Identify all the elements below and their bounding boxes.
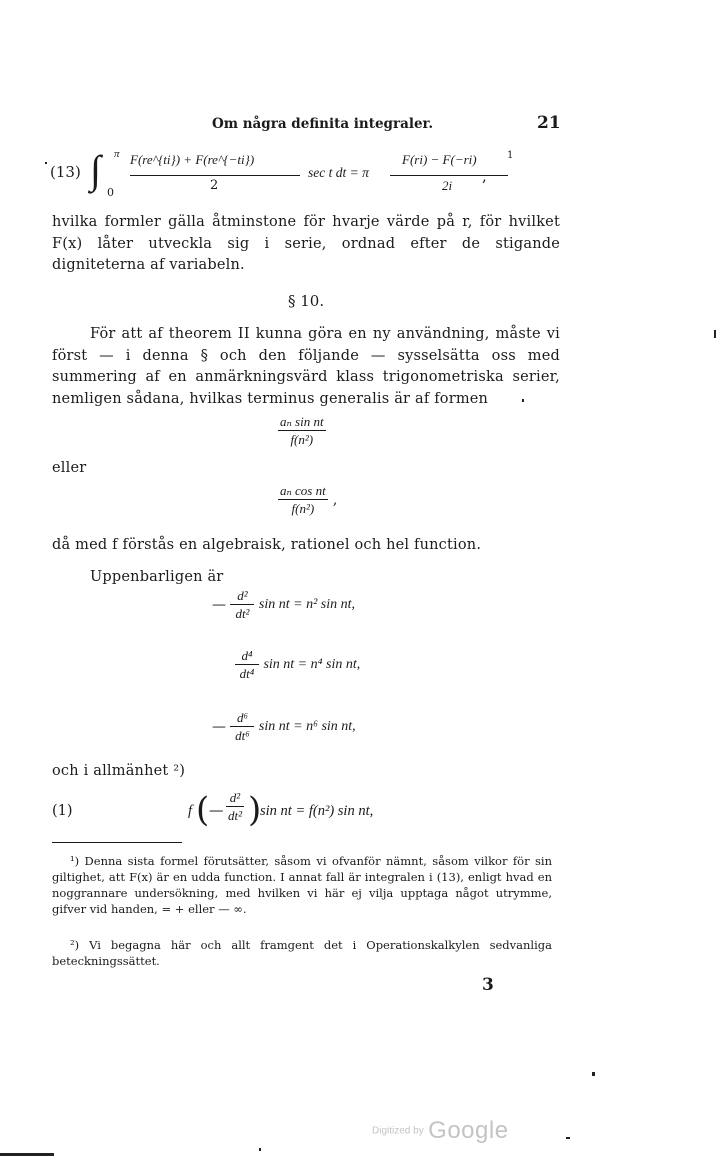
footnote-1 — [52, 853, 552, 917]
derivative-4-numerator: d⁴ — [241, 648, 253, 663]
form-cos-denominator: f(n²) — [278, 499, 328, 517]
watermark-prefix: Digitized by — [372, 1125, 424, 1137]
derivative-line-2 — [212, 588, 355, 622]
derivative-line-4 — [235, 648, 360, 682]
equation-1-label: (1) — [52, 803, 73, 819]
form-sin-numerator: aₙ sin nt — [280, 414, 324, 429]
derivative-2-rhs: sin nt = n² sin nt, — [258, 597, 356, 612]
equation-1-rhs: sin nt = f(n²) sin nt, — [260, 803, 374, 819]
right-paren: ) — [248, 790, 262, 830]
integral-lower-limit: 0 — [107, 186, 114, 199]
equation-13-label: (13) — [50, 163, 81, 181]
footnote-2-mark: ²) — [70, 938, 80, 952]
integrand-fraction-bar — [130, 175, 300, 176]
derivative-2-numerator: d² — [237, 588, 248, 603]
derivative-4-rhs: sin nt = n⁴ sin nt, — [263, 657, 361, 672]
rhs-numerator: F(ri) − F(−ri) — [402, 152, 477, 167]
footnote-1-mark: ¹) — [70, 854, 80, 868]
scan-speck — [45, 162, 47, 164]
scan-speck — [714, 330, 716, 338]
scan-speck — [592, 1072, 595, 1076]
paragraph-formulas-validity: hvilka formler gälla åtminstone för hvarje värde på r, för hvilket F(x) låter utveckla sig i serie, ordnad efter de stigande digniteterna af variabeln. — [52, 214, 560, 273]
paragraph-trig-series: För att af theorem II kunna göra en ny användning, måste vi först — i denna § och den följande — sysselsätta oss med summering af en anmärkningsvärd klass trigonometriska serier, nemligen sådana, hvilkas terminus generalis är af formen — [52, 326, 560, 407]
rhs-denominator: 2i — [442, 178, 453, 193]
equation-1-numerator: d² — [229, 790, 241, 805]
footnote-2-text: Vi begagna här och allt framgent det i Operationskalkylen sedvanliga beteckningssättet. — [52, 938, 552, 968]
derivative-6-numerator: d⁶ — [236, 710, 248, 725]
phrase-och-i-allmanhet: och i allmänhet ²) — [52, 763, 186, 779]
footnote-1-text: Denna sista formel förutsätter, såsom vi ofvanför nämnt, såsom vilkor för sin giltighet, att F(x) är en udda function. I annat fall är integralen i (13), enligt hvad en noggrannare undersökning, med hvilken vi här ej vilja upptaga något utrymme, gifver vid handen, = + eller — ∞. — [52, 854, 552, 916]
equation-1-denominator: dt² — [228, 808, 243, 823]
left-paren: ( — [196, 790, 210, 830]
word-uppenbarligen: Uppenbarligen är — [90, 569, 224, 585]
paragraph-algebraic-function: då med f förstås en algebraisk, rationel och hel function. — [52, 537, 482, 553]
rhs-footnote-mark: 1 — [507, 150, 514, 161]
integral-sign: ∫ — [90, 147, 101, 192]
footnote-2 — [52, 937, 552, 969]
integrand-numerator: F(re^{ti}) + F(re^{−ti}) — [130, 152, 255, 167]
word-eller: eller — [52, 460, 87, 476]
digitized-by-google-watermark — [372, 1117, 509, 1145]
derivative-6-rhs: sin nt = n⁶ sin nt, — [258, 719, 356, 734]
rhs-fraction-bar — [390, 175, 508, 176]
running-title: Om några definita integraler. — [212, 116, 434, 132]
footnote-rule — [52, 842, 182, 843]
derivative-4-denominator: dt⁴ — [235, 664, 259, 682]
equation-1 — [52, 790, 472, 836]
integral-upper-limit: π — [114, 148, 120, 160]
scan-edge-mark — [0, 1153, 54, 1156]
derivative-2-denominator: dt² — [230, 604, 254, 622]
page-number: 21 — [537, 113, 561, 133]
section-heading: § 10. — [288, 292, 325, 310]
scan-speck — [566, 1137, 570, 1139]
form-sin-denominator: f(n²) — [278, 430, 326, 448]
equation-1-f: f — [188, 803, 193, 819]
equation-1-inner-sign: — — [209, 803, 224, 819]
equation-13-middle: sec t dt = π — [308, 165, 369, 180]
scan-speck — [522, 399, 524, 402]
equation-1-fraction — [226, 790, 244, 824]
scan-speck — [259, 1148, 261, 1151]
form-cos-comma: , — [332, 492, 338, 508]
google-logo: Google — [428, 1117, 509, 1144]
form-cos — [278, 483, 337, 517]
equation-13-trailing-comma: , — [482, 167, 487, 185]
derivative-2-sign: — — [212, 597, 226, 613]
derivative-6-sign: — — [212, 719, 226, 735]
derivative-line-6 — [212, 710, 356, 744]
derivative-6-denominator: dt⁶ — [230, 726, 254, 744]
form-cos-numerator: aₙ cos nt — [280, 483, 326, 498]
form-sin — [278, 414, 326, 448]
integrand-denominator: 2 — [210, 178, 219, 193]
signature-mark: 3 — [482, 975, 494, 995]
